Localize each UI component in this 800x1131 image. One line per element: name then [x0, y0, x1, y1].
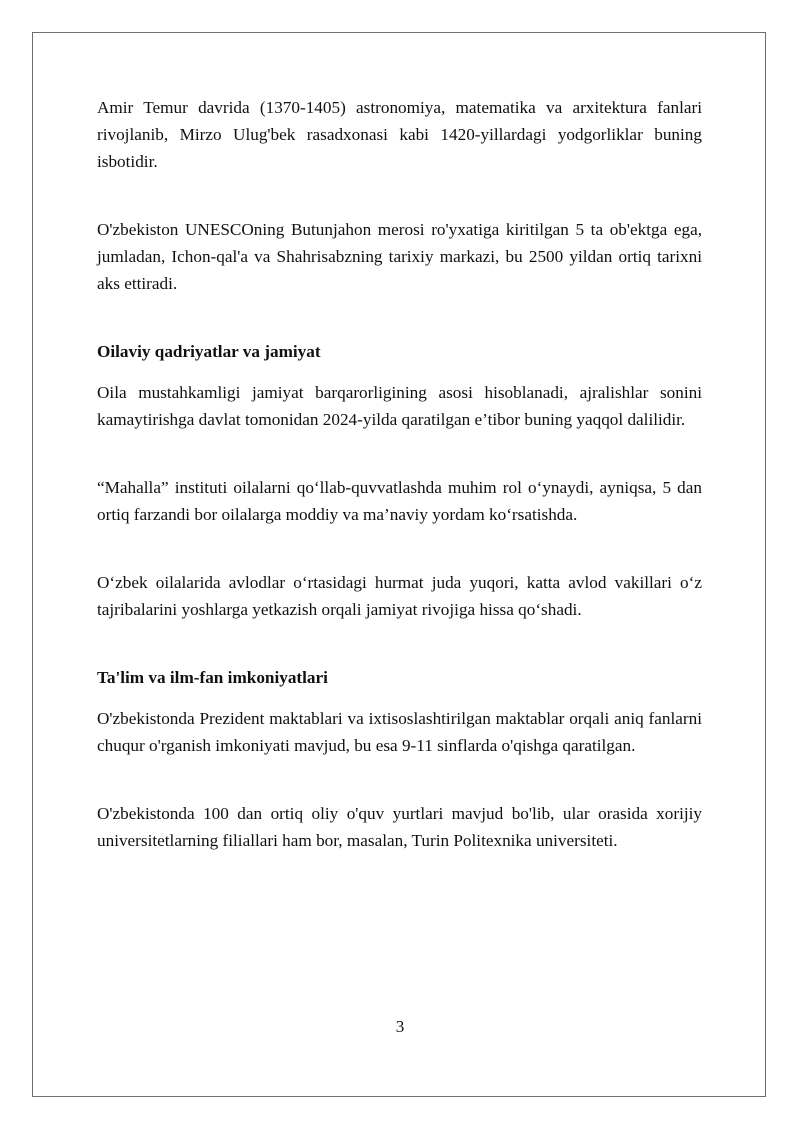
spacer [97, 528, 702, 569]
paragraph-universities: O'zbekistonda 100 dan ortiq oliy o'quv yurtlari mavjud bo'lib, ular orasida xorijiy universitetlarning filiallari ham bor, masalan, Turin Politexnika universiteti. [97, 804, 702, 850]
document-body [97, 94, 702, 854]
spacer [97, 433, 702, 474]
section-heading-family: Oilaviy qadriyatlar va jamiyat [97, 342, 321, 361]
spacer [97, 623, 702, 664]
paragraph-unesco: O'zbekiston UNESCOning Butunjahon merosi ro'yxatiga kiritilgan 5 ta ob'ektga ega, jumladan, Ichon-qal'a va Shahrisabzning tarixiy markazi, bu 2500 yildan ortiq tarixni aks ettiradi. [97, 220, 702, 293]
spacer [97, 691, 702, 705]
paragraph-president-schools: O'zbekistonda Prezident maktablari va ixtisoslashtirilgan maktablar orqali aniq fanlarni chuqur o'rganish imkoniyati mavjud, bu esa 9-11 sinflarda o'qishga qaratilgan. [97, 709, 702, 755]
paragraph-generations: O‘zbek oilalarida avlodlar o‘rtasidagi hurmat juda yuqori, katta avlod vakillari o‘z tajribalarini yoshlarga yetkazish orqali jamiyat rivojiga hissa qo‘shadi. [97, 573, 702, 619]
paragraph-family-stability: Oila mustahkamligi jamiyat barqarorligining asosi hisoblanadi, ajralishlar sonini kamaytirishga davlat tomonidan 2024-yilda qaratilgan e’tibor buning yaqqol dalilidir. [97, 383, 702, 429]
spacer [97, 365, 702, 379]
paragraph-amir-temur: Amir Temur davrida (1370-1405) astronomiya, matematika va arxitektura fanlari rivojlanib, Mirzo Ulug'bek rasadxonasi kabi 1420-yillardagi yodgorliklar buning isbotidir. [97, 98, 702, 171]
section-heading-education: Ta'lim va ilm-fan imkoniyatlari [97, 668, 328, 687]
page-number: 3 [395, 1017, 405, 1036]
spacer [97, 175, 702, 216]
spacer [97, 759, 702, 800]
paragraph-mahalla: “Mahalla” instituti oilalarni qo‘llab-quvvatlashda muhim rol o‘ynaydi, ayniqsa, 5 dan ortiq farzandi bor oilalarga moddiy va ma’naviy yordam ko‘rsatishda. [97, 478, 702, 524]
spacer [97, 297, 702, 338]
